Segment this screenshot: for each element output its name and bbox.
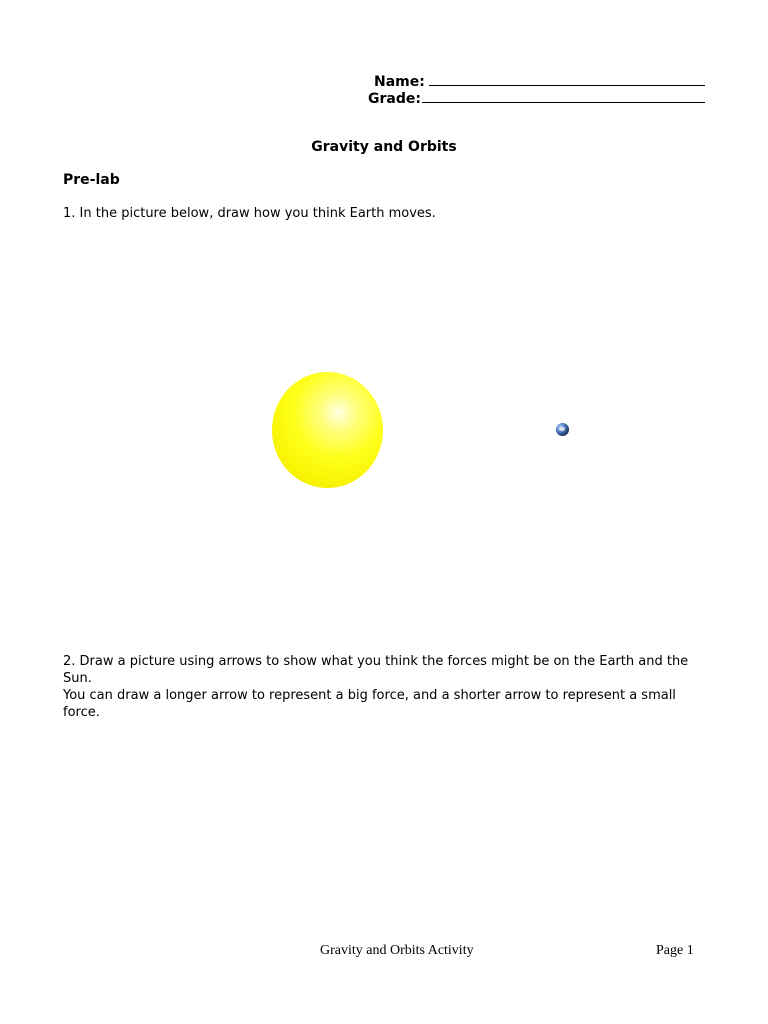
name-label: Name: [374,74,425,90]
grade-label: Grade: [368,91,421,107]
sun-illustration [272,372,383,488]
question-1-text: 1. In the picture below, draw how you think Earth moves. [63,206,436,221]
grade-field-row [368,90,705,107]
name-field-row [368,73,705,90]
footer-title: Gravity and Orbits Activity [320,943,474,958]
page-title: Gravity and Orbits [311,139,457,155]
question-2-line-1: 2. Draw a picture using arrows to show what you think the forces might be on the Earth and the Sun. [63,654,689,686]
earth-illustration [556,423,569,436]
earth-land-mark [559,427,565,431]
section-heading-prelab: Pre-lab [63,172,120,188]
name-blank-line[interactable] [429,73,705,86]
question-2-line-2: You can draw a longer arrow to represent a big force, and a shorter arrow to represent a small force. [63,688,676,720]
footer-page-number: Page 1 [656,943,694,958]
question-2-text [63,653,713,721]
grade-blank-line[interactable] [422,90,705,103]
